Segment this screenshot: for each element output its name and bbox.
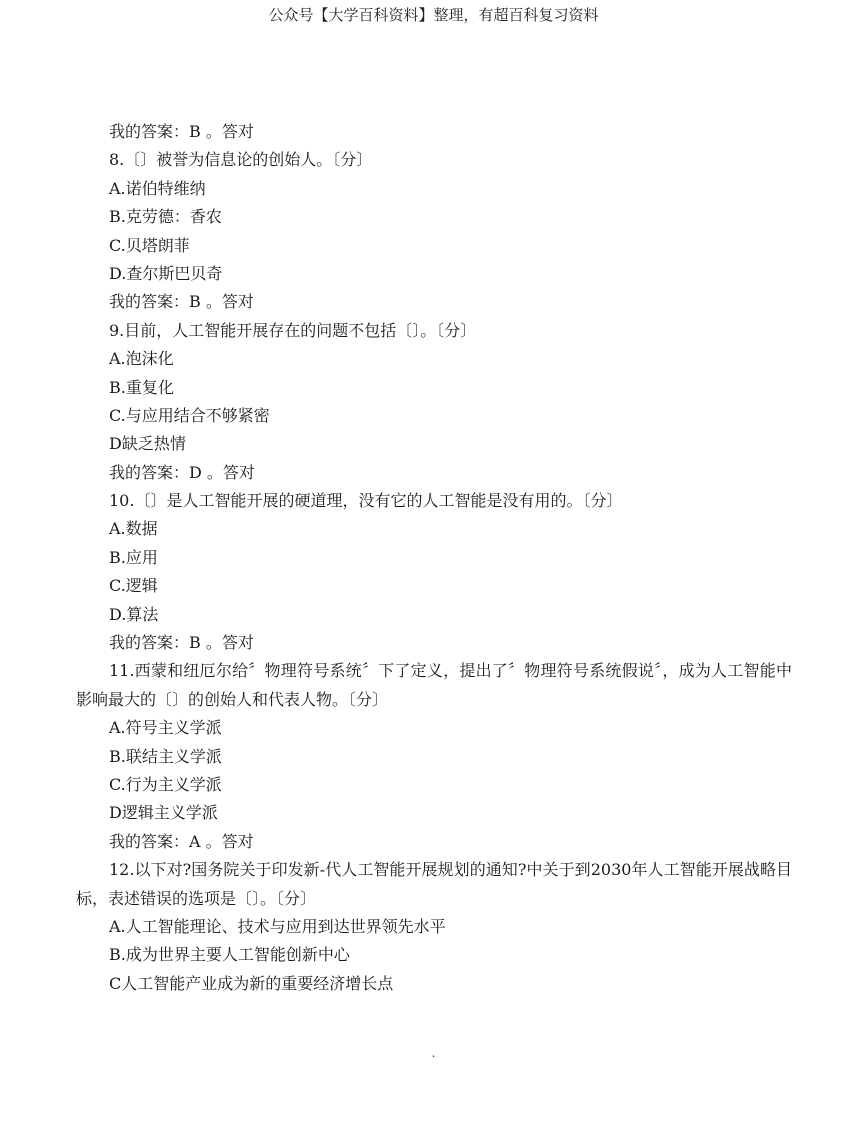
- option-line: A.人工智能理论、技术与应用到达世界领先水平: [109, 917, 446, 936]
- option-line: C.贝塔朗菲: [109, 235, 190, 255]
- option-line: B.联结主义学派: [109, 746, 222, 766]
- option-line: A.泡沫化: [109, 349, 174, 369]
- option-line: B.克劳德：香农: [109, 207, 222, 227]
- question-9: 9.目前，人工智能开展存在的问题不包括〔〕。〔分〕: [109, 320, 477, 340]
- answer-line: 我的答案：B 。答对: [109, 633, 254, 653]
- answer-line: 我的答案：A 。答对: [109, 831, 254, 851]
- answer-line: 我的答案：D 。答对: [109, 462, 255, 482]
- answer-line: 我的答案：B 。答对: [109, 292, 254, 312]
- document-body: [76, 118, 792, 998]
- option-line: C.行为主义学派: [109, 775, 222, 795]
- option-line: D逻辑主义学派: [109, 803, 218, 823]
- option-line: C.与应用结合不够紧密: [109, 405, 270, 425]
- option-line: D.算法: [109, 604, 159, 624]
- page-footer: .: [431, 1046, 436, 1060]
- option-line: B.成为世界主要人工智能创新中心: [109, 945, 350, 965]
- option-line: A.数据: [109, 519, 158, 539]
- option-line: D缺乏热情: [109, 434, 186, 454]
- option-line: B.重复化: [109, 377, 174, 397]
- option-line: A.诺伯特维纳: [109, 178, 206, 198]
- question-12: 12.以下对?国务院关于印发新-代人工智能开展规划的通知?中关于到2030年人工智能开展战略目标，表述错误的选项是〔〕。〔分〕: [76, 860, 792, 908]
- option-line: D.查尔斯巴贝奇: [109, 263, 223, 283]
- question-11: 11.西蒙和纽厄尔给〞物理符号系统〞下了定义，提出了〞物理符号系统假说〞，成为人工智能中影响最大的〔〕的创始人和代表人物。〔分〕: [76, 661, 792, 709]
- option-line: B.应用: [109, 547, 158, 567]
- answer-line: 我的答案：B 。答对: [109, 122, 254, 141]
- option-line: C.逻辑: [109, 576, 158, 596]
- option-line: A.符号主义学派: [109, 718, 222, 738]
- page-header: 公众号【大学百科资料】整理，有超百科复习资料: [268, 6, 599, 24]
- option-line: C人工智能产业成为新的重要经济增长点: [109, 973, 394, 993]
- question-10: 10.〔〕是人工智能开展的硬道理，没有它的人工智能是没有用的。〔分〕: [109, 491, 623, 511]
- question-8: 8.〔〕被誉为信息论的创始人。〔分〕: [109, 150, 373, 170]
